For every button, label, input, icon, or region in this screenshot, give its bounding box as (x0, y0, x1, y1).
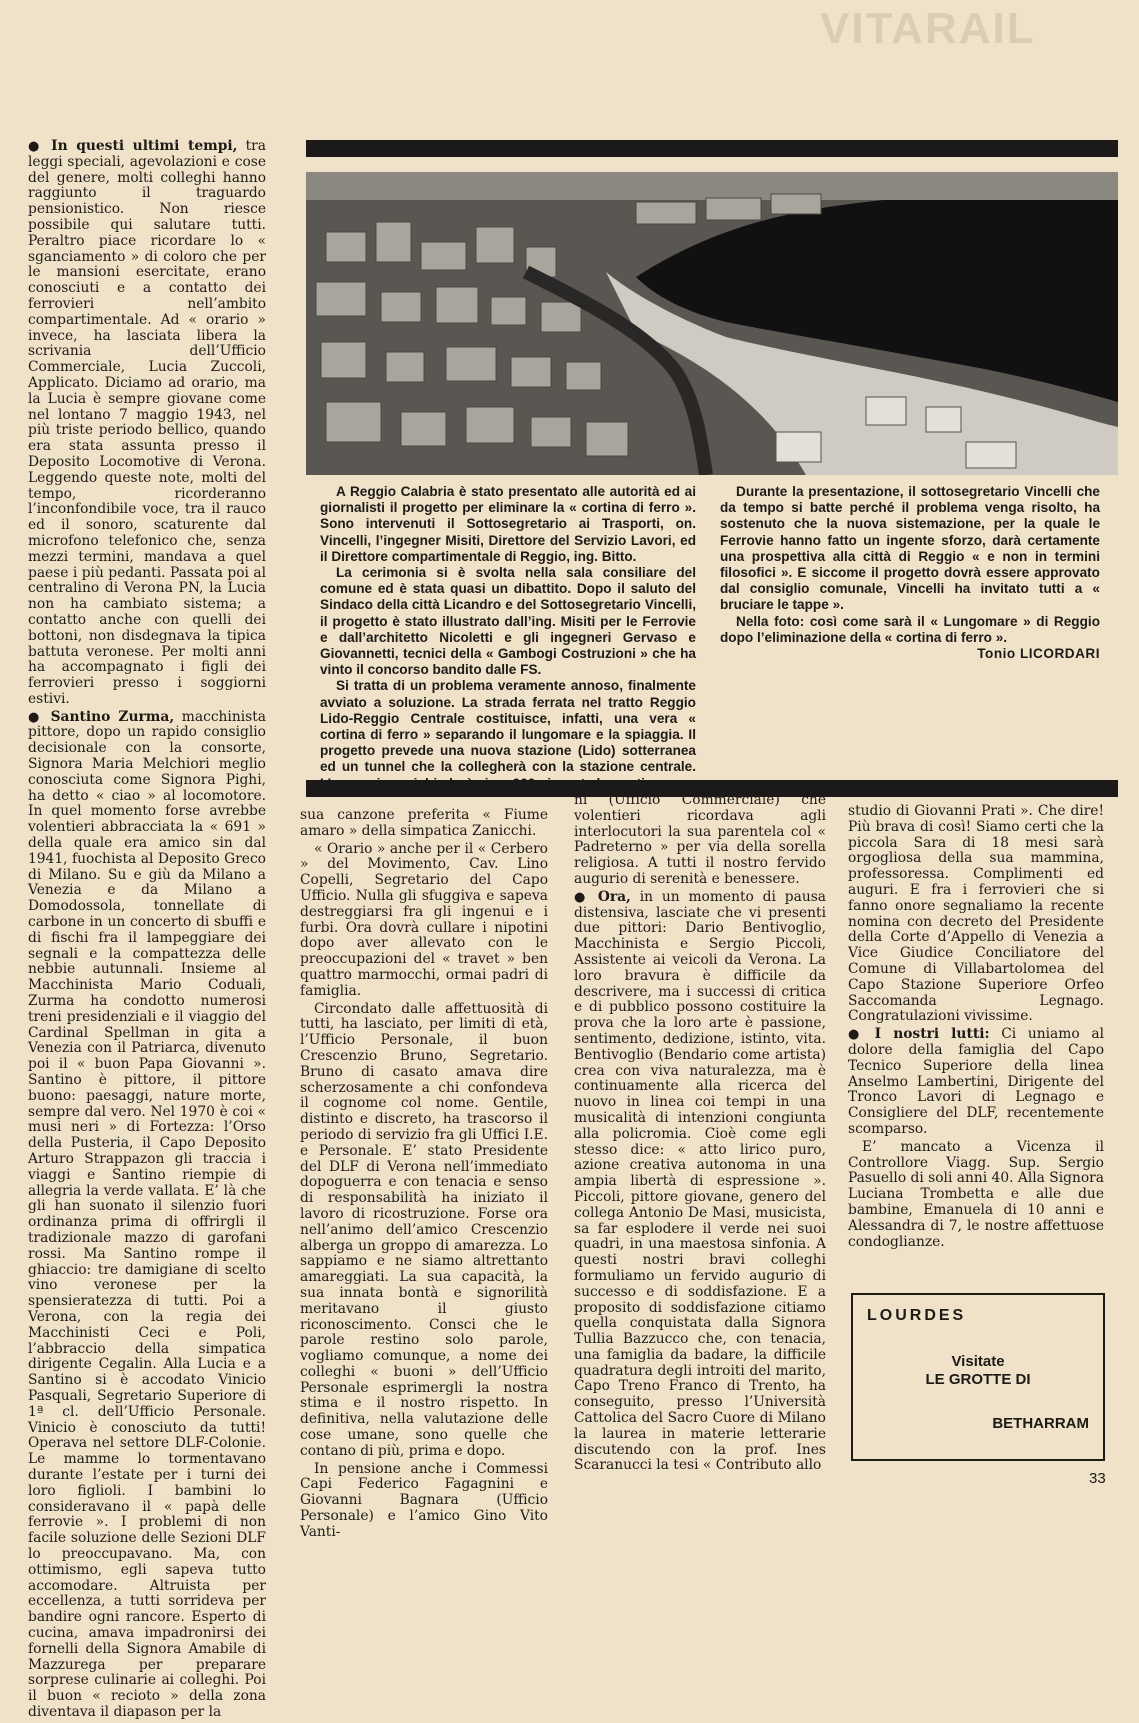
paragraph-pasuello: E’ mancato a Vicenza il Controllore Viagg. Sup. Sergio Pasuello di soli anni 40. Alla Signora Luciana Trombetta e alle due bambine, Emanuela di 10 anni e Alessandra di 7, le nostre affettuose condoglianze. (848, 1138, 1104, 1250)
paragraph-pittori (574, 890, 826, 1474)
lungomare-model-photo (306, 172, 1118, 475)
paragraph-copelli: « Orario » anche per il « Cerbero » del Movimento, Cav. Lino Copelli, Segretario del Capo Ufficio. Nulla gli sfuggiva e sapeva destreggiarsi fra gli ingenui e i furbi. Ora dovrà cullare i nipotini dopo aver allevato con le preoccupazioni del « travet » ben quattro marmocchi, ormai padri di famiglia. (300, 840, 548, 999)
lead-nostri-lutti: ● I nostri lutti: (848, 1026, 990, 1042)
photo-illustration (306, 172, 1118, 475)
ad-betharram: BETHARRAM (992, 1415, 1089, 1432)
caption-paragraph-5: Nella foto: così come sarà il « Lungomare » di Reggio dopo l’eliminazione della « cortina di ferro ». (720, 613, 1100, 645)
column-2 (300, 808, 548, 1543)
top-rule-bar (306, 140, 1118, 157)
paragraph-crescenzio: Circondato dalle affettuosità di tutti, ha lasciato, per limiti di età, l’Ufficio Personale, il buon Crescenzio Bruno, Segretario. Bruno di casato amava dire scherzosamente a chi confondeva il cognome col nome. Gentile, distinto e discreto, ha trascorso il periodo di servizio fra gli Uffici I.E. e Personale. E’ stato Presidente del DLF di Verona nell’immediato dopoguerra e con tenacia e senso di responsabilità ha iniziato il lavoro di ricostruzione. Forse ora nell’animo dell’amico Crescenzio alberga un groppo di amarezza. Lo sappiamo e ne siamo altrettanto amareggiati. La sua capacità, la sua innata bontà e signorilità meritavano il giusto riconoscimento. Consci che le parole restino solo parole, vogliamo comunque, a nome dei colleghi « buoni » dell’Ufficio Personale esprimergli la nostra stima e il nostro rispetto. In definitiva, nella valutazione delle cose umane, sono quelle che contano di più, prima e dopo. (300, 1000, 548, 1459)
column-3 (574, 793, 826, 1476)
caption-paragraph-3: Si tratta di un problema veramente annoso, finalmente avviato a soluzione. La strada ferrata nel tratto Reggio Lido-Reggio Centrale costituisce, infatti, una vera « cortina di ferro » separando il lungomare e la spiaggia. Il progetto prevede una nuova stazione (Lido) sotterranea ed un tunnel che la collegherà con la stazione centrale. (320, 678, 696, 775)
text-pensioni: tra leggi speciali, agevolazioni e cose del genere, molti colleghi hanno raggiunto il traguardo pensionistico. Non riesce possibile qui salutare tutti. Peraltro piace ricordare lo « sganciamento » di coloro che per le mansioni esercitate, erano conosciuti e a contatto dei ferrovieri nell’ambito compartimentale. Ad « orario » invece, ha lasciata libera la scrivania dell’Ufficio Commerciale, Lucia Zuccoli, Applicato. Diciamo ad orario, ma la Lucia è sempre giovane come nel lontano 7 maggio 1943, nel più triste periodo bellico, quando era stata assunta presso il Deposito Locomotive di Verona. Leggendo queste note, molti del tempo, ricorderanno l’inconfondibile voce, tra il rauco ed il sonoro, scaturente dal microfono telefonico che, senza mezzi termini, mandava a quel paese i più pedanti. Passata poi al centralino di Verona PN, la Lucia non ha cambiato sistema; a contatto anche con quelli dei bottoni, non disdegnava la tipica battuta veronese. Per molti anni ha accompagnato i figli dei ferrovieri presso i soggiorni estivi. (28, 138, 266, 707)
lead-santino-zurma: ● Santino Zurma, (28, 709, 174, 725)
ad-grotte: LE GROTTE DI (925, 1371, 1031, 1388)
paragraph-pensioni (28, 139, 266, 708)
paragraph-lutti (848, 1027, 1104, 1138)
photo-caption-right (720, 484, 1100, 662)
lead-in-questi-ultimi-tempi: ● In questi ultimi tempi, (28, 138, 237, 154)
column-4 (848, 804, 1104, 1252)
caption-paragraph-4: Durante la presentazione, il sottosegretario Vincelli che da tempo si batte perché il problema venga risolto, ha sostenuto che la nuova sistemazione, per la quale le Ferrovie hanno fatto un ingente sforzo, darà certamente una prospettiva alla città di Reggio « e non in termini filosofici ». E siccome il progetto dovrà essere approvato dal consiglio comunale, Vincelli ha invitato tutti a « bruciare le tappe ». (720, 484, 1100, 613)
photo-caption-left (320, 484, 696, 792)
text-santino: macchinista pittore, dopo un rapido consiglio decisionale con la consorte, Signora Maria Melchiori meglio conosciuta come Signora Pighi, ha detto « ciao » al locomotore. In quel momento forse avrebbe volentieri abbracciata la « 691 » della quale era amico sin dal 1941, fuochista al Deposito Greco di Milano. Su e giù da Milano a Venezia e da Milano a Domodossola, tonnellate di carbone in un concerto di sbuffi e di fischi fra il lampeggiare dei segnali e la compattezza delle nebbie autunnali. Insieme al Macchinista Mario Coduali, Zurma ha condotto numerosi treni presidenziali e il viaggio del Cardinal Spellman in gita a Venezia con il Patriarca, divenuto poi il « buon Papa Giovanni ». Santino è pittore, il pittore buono: paesaggi, nature morte, sempre dal vero. Nel 1970 è coi « musi neri » di Fortezza: l’Orso della Pusteria, il Capo Deposito Arturo Strappazon gli traccia i viaggi e Santino riempie di allegria la verde vallata. E’ là che gli han suonato il silenzio fuori ordinanza prima di offrirgli il tradizionale mazzo di garofani rossi. Ma Santino rompe il ghiaccio: tre damigiane di scelto vino veronese per la spensieratezza di tutti. Poi a Verona, con la regia dei Macchinisti Ceci e Poli, l’abbraccio della simpatica dirigente Cegalin. Alla Lucia e a Santino si è accodato Vinicio Pasquali, Segretario Superiore di 1ª cl. dell’Ufficio Personale. Vinicio è conosciuto da tutti! Operava nel settore DLF-Colonie. Le mamme lo tormentavano durante l’estate per i turni dei loro figlioli. I bambini lo consideravano il « papà delle ferrovie ». I problemi di non facile soluzione delle Sezioni DLF lo preoccupavano. Ma, con ottimismo, egli sapeva tutto accomodare. Altruista per eccellenza, a tutti sorrideva per bandire ogni rancore. Esperto di cucina, amava impadronirsi dei fornelli della Signora Amabile di Mazzurega per preparare sorprese culinarie ai colleghi. Poi il buon « recioto » della zona diventava il diapason per la (28, 708, 266, 1720)
text-pittori: in un momento di pausa distensiva, lasciate che vi presenti due pittori: Dario Bentivoglio, Macchinista e Sergio Piccoli, Assistente ai veicoli da Verona. La loro bravura è difficile da descrivere, ma i successi di critica e di pubblico possono costituire la prova che la loro arte è passione, sentimento, dedizione, istinto, vita. Bentivoglio (Bendario come artista) crea con viva naturalezza, ma è continuamente alla ricerca del nuovo in linea coi tempi in una musicalità di intenzioni congiunta alla policromia. Cioè come egli stesso dice: « atto lirico puro, azione creativa autonoma in una ampia libertà di espressione ». Piccoli, pittore giovane, genero del collega Antonio De Masi, musicista, sa far esplodere il verde nei suoi quadri, in una maestosa sinfonia. A questi nostri bravi colleghi formuliamo un fervido augurio di successo e di soddisfazione. E a proposito di soddisfazione citiamo quella conquistata dalla Signora Tullia Bazzucco che, con tenacia, una famiglia da badare, la difficile quadratura degli introiti del marito, Capo Treno Franco di Trento, ha conseguito, presso l’Università Cattolica del Sacro Cuore di Milano la laurea in materie letterarie discutendo con la prof. Ines Scaranucci la tesi « Contributo allo (574, 888, 827, 1474)
top-city-band (306, 172, 1118, 200)
lead-ora: ● Ora, (574, 889, 631, 905)
paragraph-santino (28, 710, 266, 1721)
caption-paragraph-2: La cerimonia si è svolta nella sala consiliare del comune ed è stata quasi un dibattito. Dopo il saluto del Sindaco della città Licandro e del Sottosegretario Vincelli, il progetto è stato illustrato dall’ing. Misiti per le Ferrovie e dall’architetto Nicoletti e gli ingegneri Gervaso e Giovannetti, tecnici della « Gambogi Costruzioni » che ha vinto il concorso bandito dalle FS. (320, 565, 696, 678)
paragraph-commessi: In pensione anche i Commessi Capi Federico Fagagnini e Giovanni Bagnara (Ufficio Personale) e l’amico Gino Vito Vanti- (300, 1460, 548, 1540)
ad-heading: LOURDES (867, 1307, 967, 1324)
paragraph-prati: studio di Giovanni Prati ». Che dire! Più brava di così! Siamo certi che la piccola Sara di 18 mesi sarà orgogliosa della sua mammina, professoressa. Complimenti ed auguri. E fra i ferrovieri che si fanno onore segnaliamo la recente nomina con decreto del Presidente della Corte d’Appello di Venezia a Vice Giudice Conciliatore del Comune di Villabartolomea del Capo Stazione Superiore Orfeo Saccomanda Legnago. Congratulazioni vivissime. (848, 803, 1104, 1025)
paragraph-vantini: ni (Ufficio Commerciale) che volentieri ricordava agli interlocutori la sua parentela col « Padreterno » per via della sorella religiosa. A tutti il nostro fervido augurio di serenità e benessere. (574, 792, 826, 887)
author-signature: Tonio LICORDARI (977, 646, 1100, 662)
lourdes-ad-box (851, 1293, 1105, 1461)
column-1 (28, 139, 266, 1723)
caption-paragraph-1: A Reggio Calabria è stato presentato alle autorità ed ai giornalisti il progetto per eliminare la « cortina di ferro ». Sono intervenuti il Sottosegretario ai Trasporti, on. Vincelli, l’ingegner Misiti, Direttore del Servizio Lavori, ed il Direttore compartimentale di Reggio, ing. Bitto. (320, 484, 696, 564)
page-number: 33 (1089, 1470, 1106, 1487)
text-lutti: Ci uniamo al dolore della famiglia del Capo Tecnico Superiore della linea Anselmo Lambertini, Dirigente del Tronco Lavori di Legnago e Consigliere del DLF, recentemente scomparso. (848, 1026, 1104, 1137)
paragraph-fiume-amaro: sua canzone preferita « Fiume amaro » della simpatica Zanicchi. (300, 807, 548, 839)
masthead-bleed: VITARAIL (820, 4, 1036, 53)
ad-visitate: Visitate (951, 1353, 1005, 1370)
